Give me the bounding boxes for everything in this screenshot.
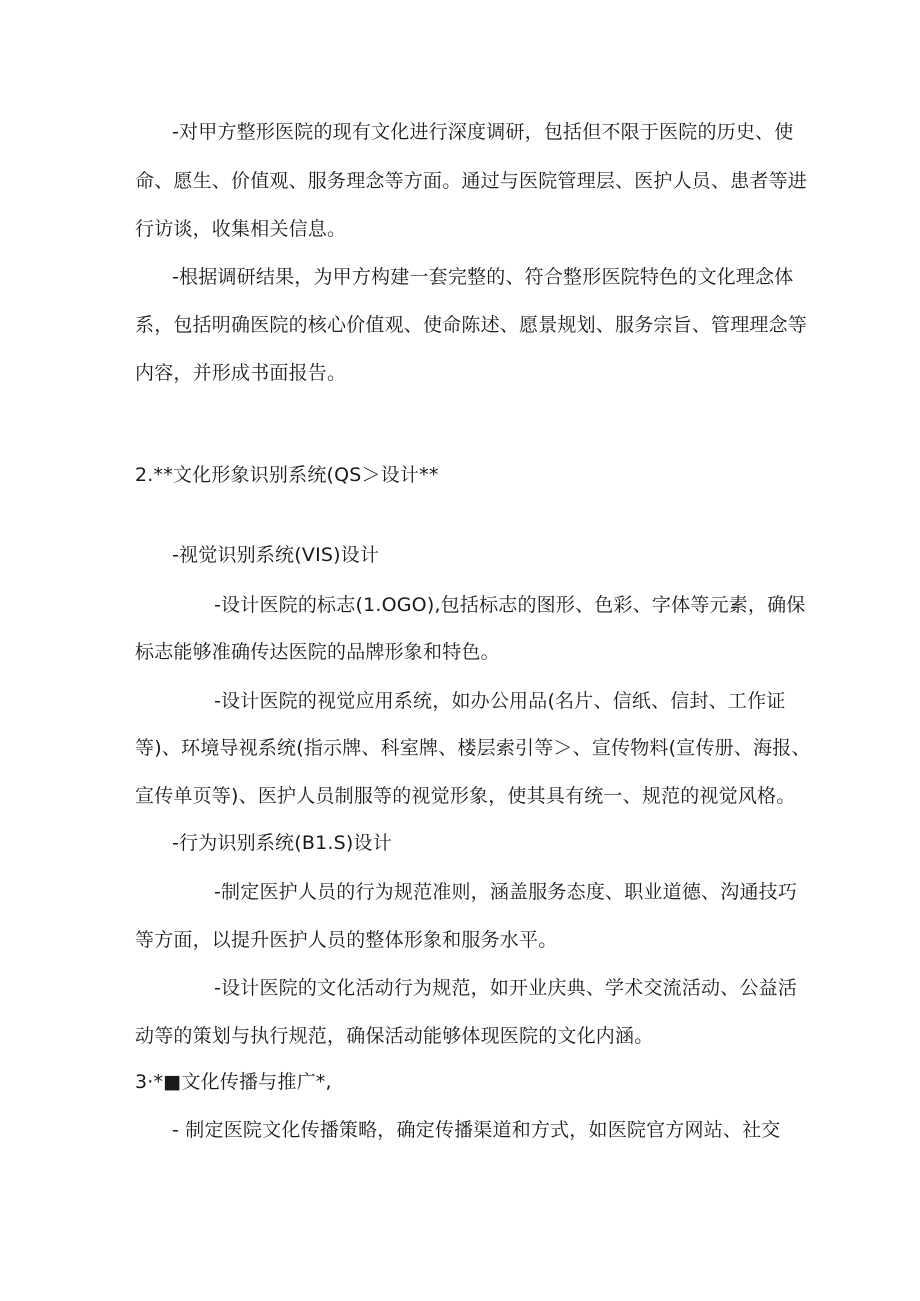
paragraph-line: -设计医院的视觉应用系统，如办公用品(名片、信纸、信封、工作证 bbox=[214, 690, 786, 712]
paragraph-line: 等方面，以提升医护人员的整体形象和服务水平。 bbox=[135, 929, 558, 951]
paragraph-line: -根据调研结果，为甲方构建一套完整的、符合整形医院特色的文化理念体 bbox=[172, 266, 794, 288]
paragraph-line: 行访谈，收集相关信息。 bbox=[135, 218, 347, 240]
paragraph-line: 内容，并形成书面报告。 bbox=[135, 362, 347, 384]
paragraph-line: -设计医院的文化活动行为规范，如开业庆典、学术交流活动、公益活 bbox=[214, 977, 798, 999]
subsection-heading: -视觉识别系统(VIS)设计 bbox=[172, 544, 380, 566]
paragraph-line: 系，包括明确医院的核心价值观、使命陈述、愿景规划、服务宗旨、管理理念等 bbox=[135, 314, 808, 336]
paragraph-line: 宣传单页等)、医护人员制服等的视觉形象，使其具有统一、规范的视觉风格。 bbox=[135, 785, 796, 807]
paragraph-line: 标志能够准确传达医院的品牌形象和特色。 bbox=[135, 641, 500, 663]
subsection-heading: -行为识别系统(B1.S)设计 bbox=[172, 832, 392, 854]
paragraph-line: 动等的策划与执行规范，确保活动能够体现医院的文化内涵。 bbox=[135, 1025, 654, 1047]
paragraph-line: -制定医护人员的行为规范准则，涵盖服务态度、职业道德、沟通技巧 bbox=[214, 881, 798, 903]
paragraph-line: -对甲方整形医院的现有文化进行深度调研，包括但不限于医院的历史、使 bbox=[172, 121, 794, 143]
section-heading: 2.**文化形象识别系统(QS＞设计** bbox=[135, 464, 439, 486]
paragraph-line: -设计医院的标志(1.OGO),包括标志的图形、色彩、字体等元素，确保 bbox=[214, 594, 806, 616]
paragraph-line: - 制定医院文化传播策略，确定传播渠道和方式，如医院官方网站、社交 bbox=[172, 1119, 781, 1141]
paragraph-line: 命、愿生、价值观、服务理念等方面。通过与医院管理层、医护人员、患者等进 bbox=[135, 170, 808, 192]
section-heading: 3·*■文化传播与推广*, bbox=[135, 1071, 332, 1093]
paragraph-line: 等)、环境导视系统(指示牌、科室牌、楼层索引等＞、宣传物料(宣传册、海报、 bbox=[135, 737, 811, 759]
